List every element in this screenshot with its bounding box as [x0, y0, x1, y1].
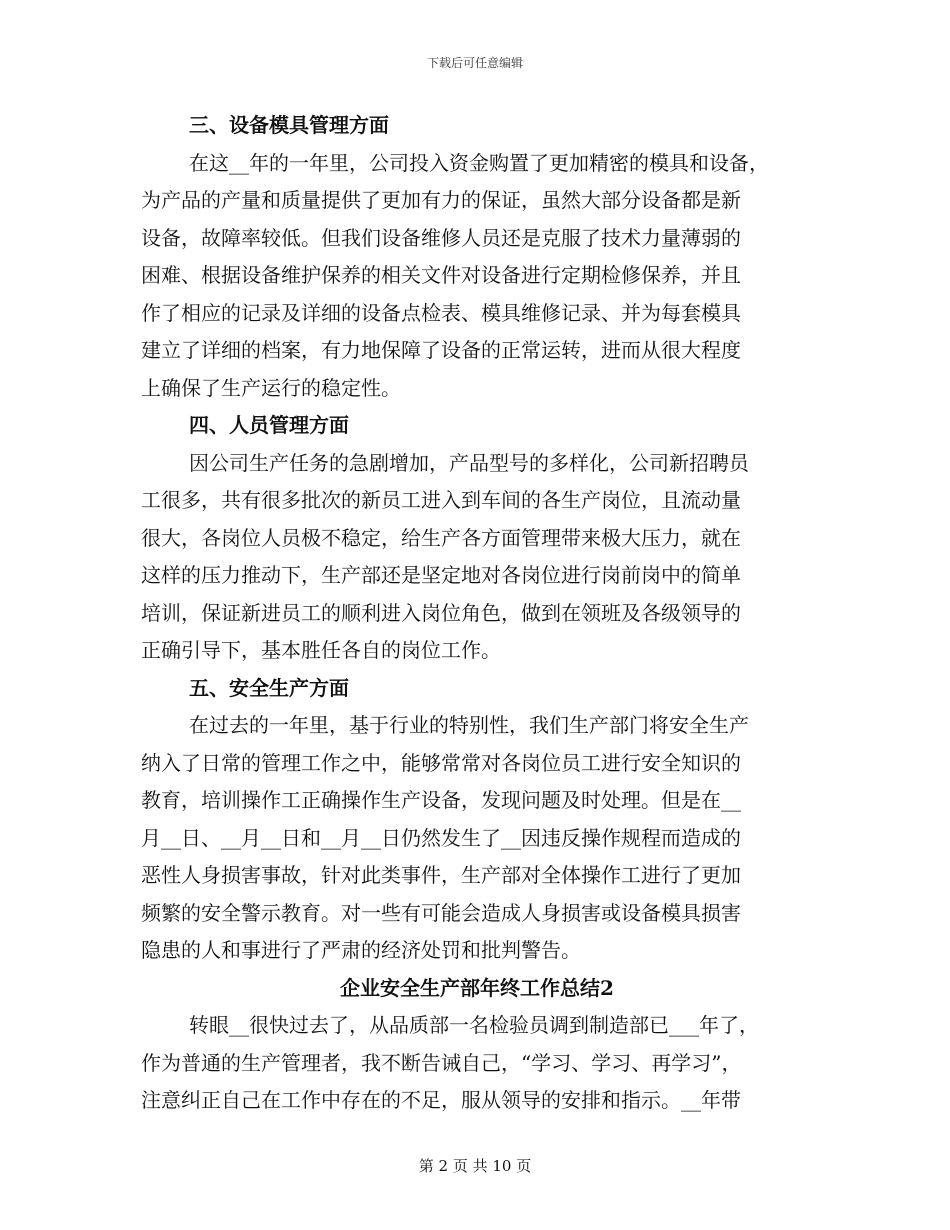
paragraph-line: 作了相应的记录及详细的设备点检表、模具维修记录、并为每套模具	[141, 300, 741, 325]
section-heading: 五、安全生产方面	[189, 675, 349, 700]
paragraph-line: 在这__年的一年里，公司投入资金购置了更加精密的模具和设备，	[189, 150, 769, 175]
paragraph-line: 培训，保证新进员工的顺利进入岗位角色，做到在领班及各级领导的	[141, 600, 741, 625]
paragraph-line: 困难、根据设备维护保养的相关文件对设备进行定期检修保养，并且	[141, 263, 741, 287]
paragraph-line: 在过去的一年里，基于行业的特别性，我们生产部门将安全生产	[189, 713, 749, 737]
paragraph-line: 转眼__很快过去了，从品质部一名检验员调到制造部已___年了，	[189, 1013, 759, 1037]
paragraph-line: 教育，培训操作工正确操作生产设备，发现问题及时处理。但是在__	[141, 788, 741, 812]
paragraph-line: 因公司生产任务的急剧增加，产品型号的多样化，公司新招聘员	[189, 450, 749, 475]
paragraph-line: 恶性人身损害事故，针对此类事件，生产部对全体操作工进行了更加	[141, 863, 741, 887]
paragraph-line: 纳入了日常的管理工作之中，能够常常对各岗位员工进行安全知识的	[141, 750, 741, 775]
paragraph-line: 设备，故障率较低。但我们设备维修人员还是克服了技术力量薄弱的	[141, 225, 741, 250]
paragraph-line: 这样的压力推动下，生产部还是坚定地对各岗位进行岗前岗中的简单	[141, 563, 741, 587]
paragraph-line: 为产品的产量和质量提供了更加有力的保证，虽然大部分设备都是新	[141, 188, 741, 212]
section-heading: 四、人员管理方面	[189, 413, 349, 437]
document-body	[141, 107, 813, 1120]
paragraph-line: 隐患的人和事进行了严肃的经济处罚和批判警告。	[141, 938, 581, 962]
paragraph-line: 很大，各岗位人员极不稳定，给生产各方面管理带来极大压力，就在	[141, 525, 741, 550]
paragraph-line: 工很多，共有很多批次的新员工进入到车间的各生产岗位，且流动量	[141, 488, 741, 512]
paragraph-line: 上确保了生产运行的稳定性。	[141, 375, 401, 400]
page-header: 下载后可任意编辑	[426, 56, 523, 70]
paragraph-line: 月__日、__月__日和__月__日仍然发生了__因违反操作规程而造成的	[141, 825, 741, 850]
paragraph-line: 频繁的安全警示教育。对一些有可能会造成人身损害或设备模具损害	[141, 900, 741, 925]
document-title: 企业安全生产部年终工作总结2	[340, 975, 614, 1000]
page-footer: 第 2 页 共 10 页	[418, 1157, 532, 1175]
paragraph-line: 建立了详细的档案，有力地保障了设备的正常运转，进而从很大程度	[141, 338, 741, 362]
paragraph-line: 注意纠正自己在工作中存在的不足，服从领导的安排和指示。__年带	[141, 1088, 741, 1112]
paragraph-line: 作为普通的生产管理者，我不断告诫自己，“学习、学习、再学习”，	[141, 1050, 742, 1075]
section-heading: 三、设备模具管理方面	[189, 113, 389, 137]
paragraph-line: 正确引导下，基本胜任各自的岗位工作。	[141, 638, 501, 662]
